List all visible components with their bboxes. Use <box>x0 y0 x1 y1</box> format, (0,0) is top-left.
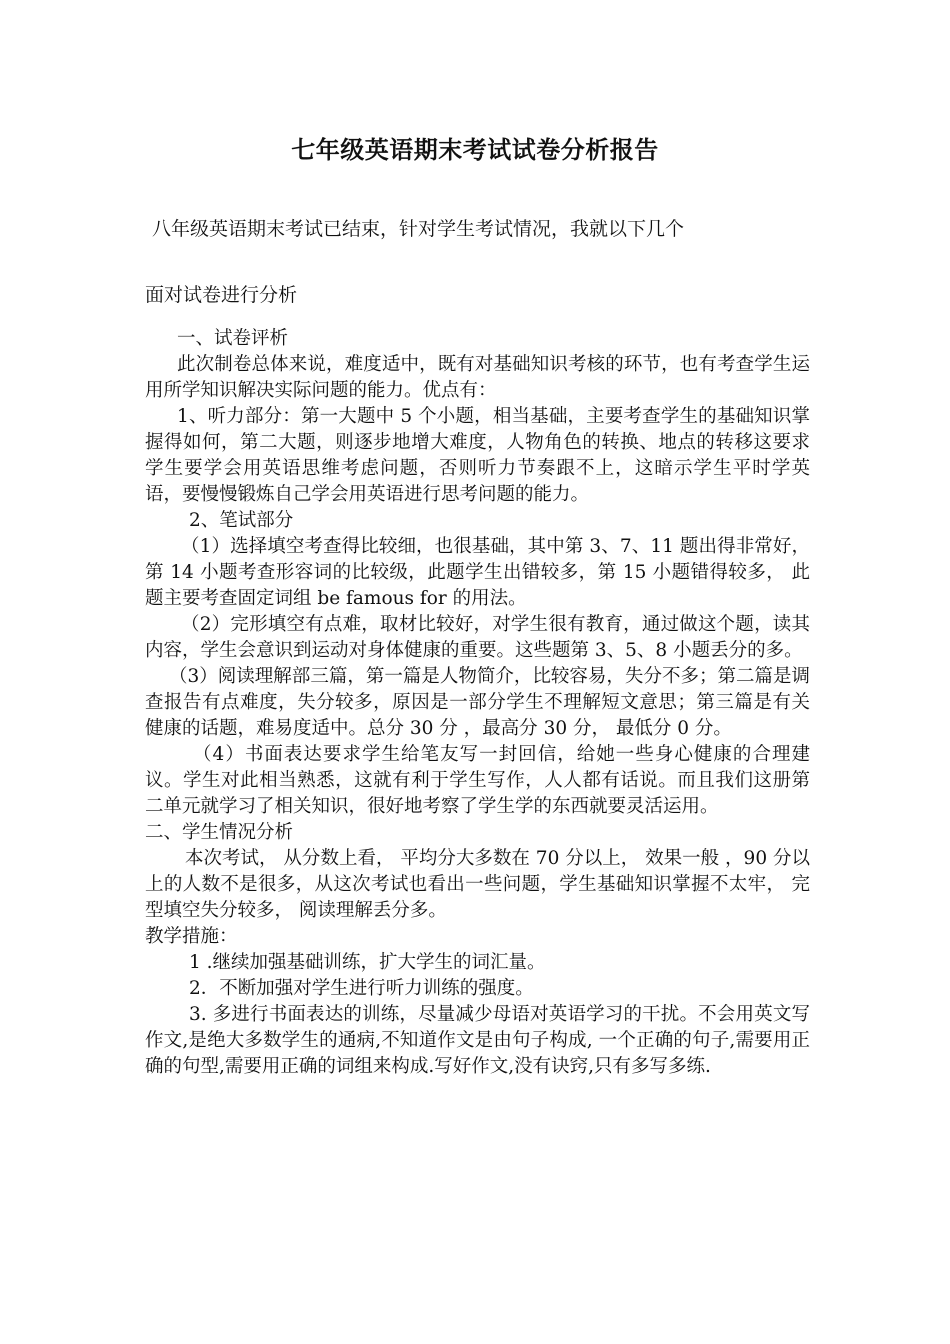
paragraph-overview: 此次制卷总体来说，难度适中，既有对基础知识考核的环节，也有考查学生运用所学知识解决实际问题的能力。优点有： <box>145 354 810 401</box>
measure-item-1: 1 .继续加强基础训练，扩大学生的词汇量。 <box>189 952 546 973</box>
paragraph-writing: （4）书面表达要求学生给笔友写一封回信，给她一些身心健康的合理建议。学生对此相当熟悉，这就有利于学生写作，人人都有话说。而且我们这册第二单元就学习了相关知识，很好地考察了学生学的东西就要灵活运用。 <box>145 744 810 817</box>
paragraph-cloze: （2）完形填空有点难，取材比较好，对学生很有教育，通过做这个题，读其内容，学生会意识到运动对身体健康的重要。这些题第 3、5、8 小题丢分的多。 <box>145 614 810 661</box>
measure-item-2: 2．不断加强对学生进行听力训练的强度。 <box>189 978 534 999</box>
paragraph-student-analysis: 本次考试， 从分数上看， 平均分大多数在 70 分以上， 效果一般 ，90 分以上的人数不是很多，从这次考试也看出一些问题，学生基础知识掌握不太牢， 完型填空失分较多， 阅读理解丢分多。 <box>145 848 810 921</box>
intro-line-2: 面对试卷进行分析 <box>145 284 298 306</box>
heading-teaching-measures: 教学措施： <box>145 926 238 947</box>
section-heading-paper-review: 一、试卷评析 <box>177 328 289 349</box>
paragraph-listening: 1、听力部分：第一大题中 5 个小题，相当基础，主要考查学生的基础知识掌握得如何，第二大题，则逐步地增大难度，人物角色的转换、地点的转移这要求学生要学会用英语思维考虑问题，否则听力节奏跟不上，这暗示学生平时学英语，要慢慢锻炼自己学会用英语进行思考问题的能力。 <box>145 406 810 505</box>
intro-line-1: 八年级英语期末考试已结束，针对学生考试情况，我就以下几个 <box>152 218 685 240</box>
document-title: 七年级英语期末考试试卷分析报告 <box>291 135 659 164</box>
paragraph-multiple-choice: （1）选择填空考查得比较细，也很基础，其中第 3、7、11 题出得非常好，第 14 小题考查形容词的比较级，此题学生出错较多，第 15 小题错得较多， 此题主要考查固定词组 be famous for 的用法。 <box>145 536 810 609</box>
measure-item-3: 3. 多进行书面表达的训练，尽量减少母语对英语学习的干扰。不会用英文写作文,是绝大多数学生的通病,不知道作文是由句子构成, 一个正确的句子,需要用正确的句型,需要用正确的词组来构成.写好作文,没有诀窍,只有多写多练. <box>145 1004 810 1077</box>
section-heading-student-analysis: 二、学生情况分析 <box>145 822 294 843</box>
paragraph-reading: （3）阅读理解部三篇，第一篇是人物简介，比较容易，失分不多；第二篇是调查报告有点难度，失分较多，原因是一部分学生不理解短文意思；第三篇是有关健康的话题，难易度适中。总分 30 分 ，最高分 30 分， 最低分 0 分。 <box>145 666 810 739</box>
document-body <box>145 326 810 1080</box>
subheading-written: 2、笔试部分 <box>189 510 294 531</box>
